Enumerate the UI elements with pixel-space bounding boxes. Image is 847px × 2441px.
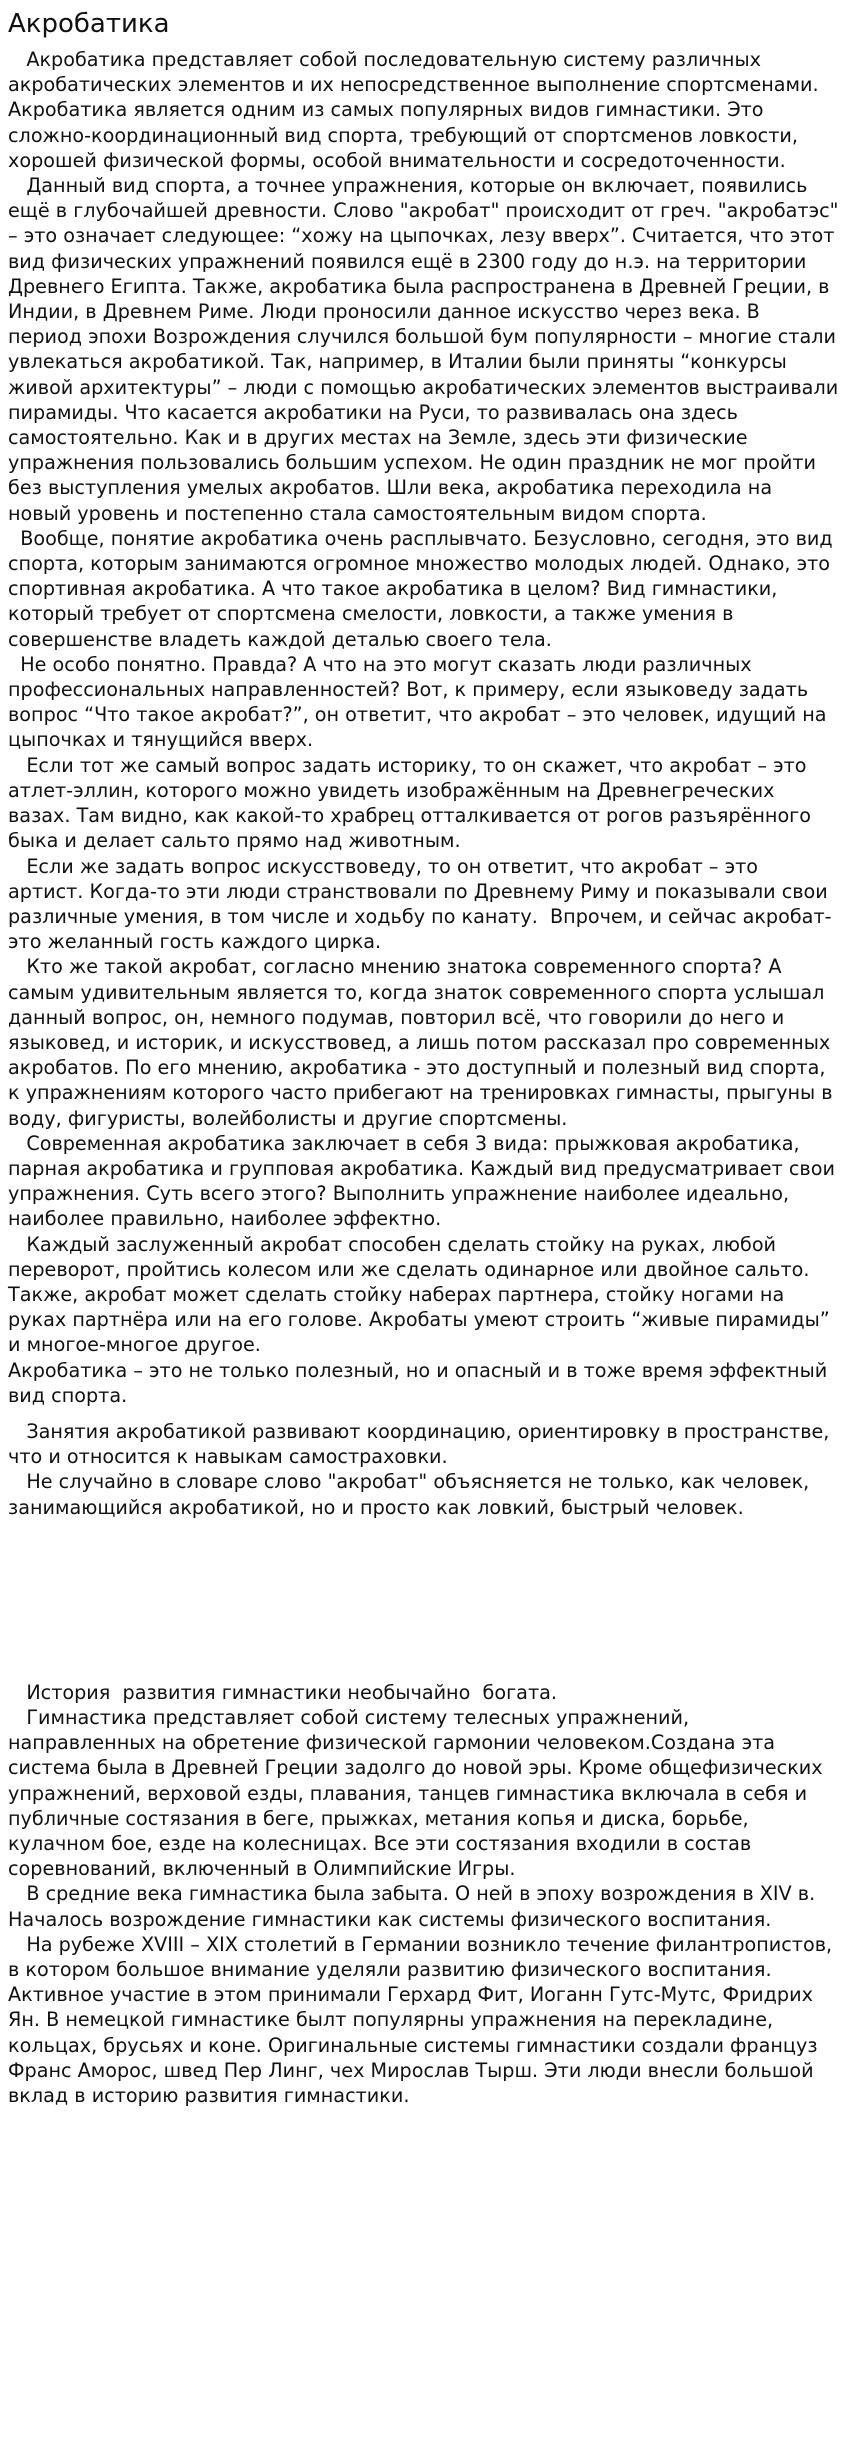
paragraph: На рубеже XVIII – XIX столетий в Германии возникло течение филантропистов, в котором большое внимание уделяли развитию физического воспитания. Активное участие в этом принимали Герхард Фит, Иоганн Гутс-Мутс, Фридрих Ян. В немецкой гимнастике былт популярны упражнения на перекладине, кольцах, брусьях и коне. Оригинальные системы гимнастики создали француз Франс Аморос, швед Пер Линг, чех Мирослав Тырш. Эти люди внесли большой вклад в историю развития гимнастики. — [8, 1932, 839, 2108]
paragraph: История развития гимнастики необычайно богата. — [8, 1680, 557, 1704]
paragraph: Если же задать вопрос искусствоведу, то он ответит, что акробат – это артист. Когда-то эти люди странствовали по Древнему Риму и показывали свои различные умения, в том числе и ходьбу по канату. Впрочем, и сейчас акробат- это желанный гость каждого цирка. — [8, 854, 838, 954]
paragraph: Каждый заслуженный акробат способен сделать стойку на руках, любой переворот, пройтись колесом или же сделать одинарное или двойное сальто. Также, акробат может сделать стойку наберах партнера, стойку ногами на руках партнёра или на его голове. Акробаты умеют строить “живые пирамиды” и многое-многое другое. — [8, 1232, 836, 1357]
paragraph: В средние века гимнастика была забыта. О ней в эпоху возрождения в XIV в. Началось возрождение гимнастики как системы физического воспитания. — [8, 1882, 822, 1931]
section-acrobatics-intro — [8, 47, 845, 1408]
paragraph: Не особо понятно. Правда? А что на это могут сказать люди различных профессиональных направленностей? Вот, к примеру, если языковеду задать вопрос “Что такое акробат?”, он ответит, что акробат – это человек, идущий на цыпочках и тянущийся вверх. — [8, 652, 833, 752]
paragraph: Если тот же самый вопрос задать историку, то он скажет, что акробат – это атлет-эллин, которого можно увидеть изображённым на Древнегреческих вазах. Там видно, как какой-то храбрец отталкивается от рогов разъярённого быка и делает сальто прямо над животным. — [8, 753, 818, 853]
paragraph: Кто же такой акробат, согласно мнению знатока современного спорта? А самым удивительным является то, когда знаток современного спорта услышал данный вопрос, он, немного подумав, повторил всё, что говорили до него и языковед, и историк, и искусствовед, а лишь потом рассказал про современных акробатов. По его мнению, акробатика - это доступный и полезный вид спорта, к упражнениям которого часто прибегают на тренировках гимнасты, прыгуны в воду, фигуристы, волейболисты и другие спортсмены. — [8, 955, 839, 1130]
paragraph: Занятия акробатикой развивают координацию, ориентировку в пространстве, что и относится к навыкам самостраховки. — [8, 1419, 836, 1469]
paragraph: Современная акробатика заключает в себя 3 вида: прыжковая акробатика, парная акробатика и групповая акробатика. Каждый вид предусматривает свои упражнения. Суть всего этого? Выполнить упражнение наиболее идеально, наиболее правильно, наиболее эффектно. — [8, 1131, 842, 1231]
section-gymnastics-history — [8, 1680, 839, 2108]
paragraph: Данный вид спорта, а точнее упражнения, которые он включает, появились ещё в глубочайшей древности. Слово "акробат" происходит от греч. "акробатэс" – это означает следующее: “хожу на цыпочках, лезу вверх”. Считается, что этот вид физических упражнений появился ещё в 2300 году до н.э. на территории Древнего Египта. Также, акробатика была распространена в Древней Греции, в Индии, в Древнем Риме. Люди проносили данное искусство через века. В период эпохи Возрождения случился большой бум популярности – многие стали увлекаться акробатикой. Так, например, в Италии были приняты “конкурсы живой архитектуры” – люди с помощью акробатических элементов выстраивали пирамиды. Что касается акробатики на Руси, то развивалась она здесь самостоятельно. Как и в других местах на Земле, здесь эти физические упражнения пользовались большим успехом. Не один праздник не мог пройти без выступления умелых акробатов. Шли века, акробатика переходила на новый уровень и постепенно стала самостоятельным видом спорта. — [8, 174, 845, 525]
paragraph: Не случайно в словаре слово "акробат" объясняется не только, как человек, занимающийся акробатикой, но и просто как ловкий, быстрый человек. — [8, 1470, 816, 1519]
paragraph: Вообще, понятие акробатика очень расплывчато. Безусловно, сегодня, это вид спорта, которым занимаются огромное множество молодых людей. Однако, это спортивная акробатика. А что такое акробатика в целом? Вид гимнастики, который требует от спортсмена смелости, ловкости, а также умения в совершенстве владеть каждой деталью своего тела. — [8, 526, 839, 651]
paragraph: Гимнастика представляет собой систему телесных упражнений, направленных на обретение физической гармонии человеком.Создана эта система была в Древней Греции задолго до новой эры. Кроме общефизических упражнений, верховой езды, плавания, танцев гимнастика включала в себя и публичные состязания в беге, прыжках, метания копья и диска, борьбе, кулачном бое, езде на колесницах. Все эти состязания входили в состав соревнований, включенный в Олимпийские Игры. — [8, 1705, 829, 1881]
paragraph: Акробатика – это не только полезный, но и опасный и в тоже время эффектный вид спорта. — [8, 1358, 834, 1407]
page-title: Акробатика — [8, 9, 170, 39]
spacer — [8, 1408, 839, 1419]
section-acrobatics-benefits — [8, 1419, 839, 1520]
spacer — [8, 1520, 839, 1680]
paragraph: Акробатика представляет собой последовательную систему различных акробатических элементов и их непосредственное выполнение спортсменами. Акробатика является одним из самых популярных видов гимнастики. Это сложно-координационный вид спорта, требующий от спортсменов ловкости, хорошей физической формы, особой внимательности и сосредоточенности. — [8, 48, 825, 172]
